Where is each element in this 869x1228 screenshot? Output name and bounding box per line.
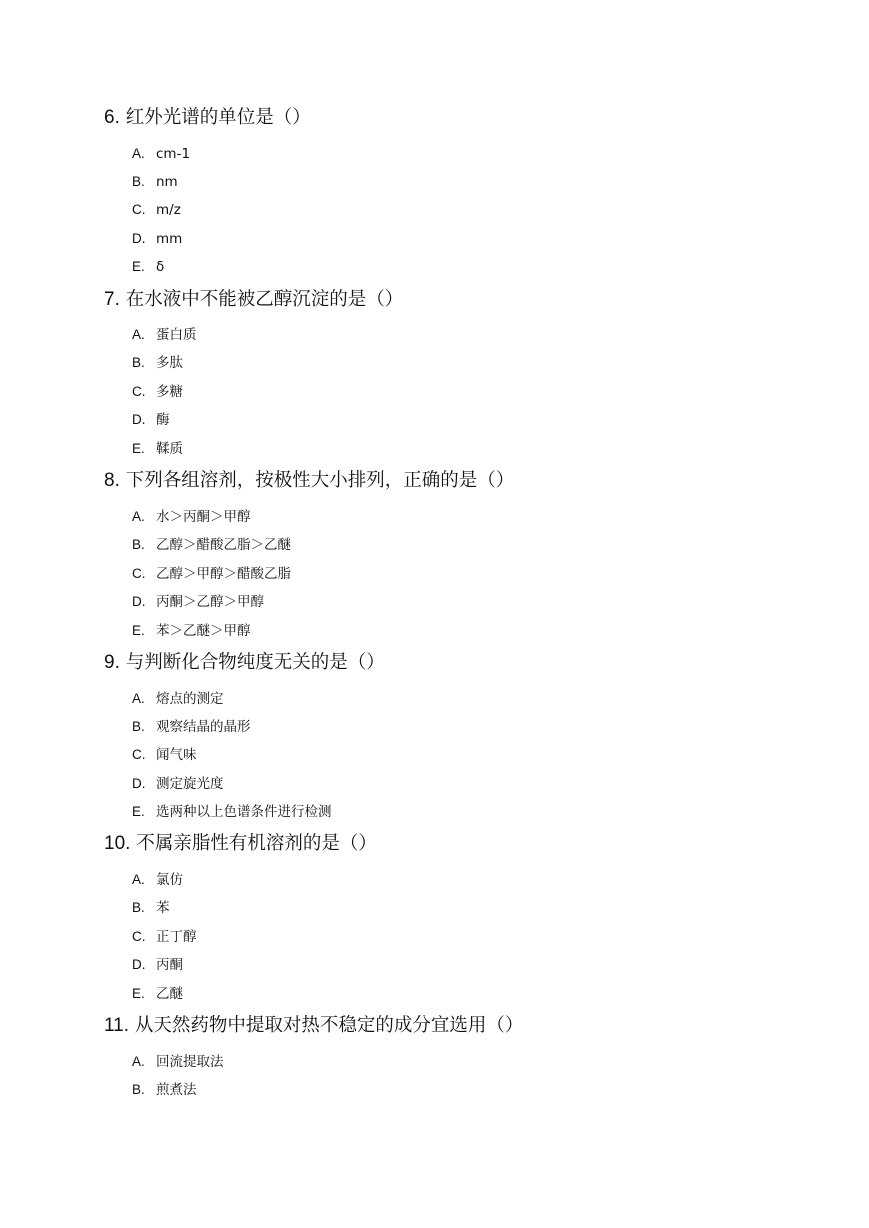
option-letter: D. [132,594,146,609]
option-letter: A. [132,872,145,887]
option-10c [132,928,197,946]
option-letter: E. [132,623,145,638]
option-letter: C. [132,384,146,399]
option-11b [132,1081,197,1099]
option-text: mm [156,231,183,247]
option-6e [132,258,164,276]
option-text: cm-1 [156,146,191,162]
option-10b [132,899,170,917]
option-text: 闻气味 [156,747,197,763]
question-text: 从天然药物中提取对热不稳定的成分宜选用（） [134,1015,524,1036]
option-text: 丙酮＞乙醇＞甲醇 [156,594,264,610]
question-number: 8. [104,470,120,491]
question-text: 与判断化合物纯度无关的是（） [125,652,385,673]
option-text: 鞣质 [156,441,183,457]
option-letter: C. [132,566,146,581]
option-text: 测定旋光度 [156,776,224,792]
option-letter: C. [132,747,146,762]
option-6b [132,173,178,191]
question-text: 红外光谱的单位是（） [125,107,311,128]
option-letter: E. [132,804,145,819]
option-letter: A. [132,509,145,524]
option-letter: D. [132,412,146,427]
question-number: 10. [104,833,131,854]
option-letter: D. [132,231,146,246]
option-text: 回流提取法 [156,1054,224,1070]
option-letter: A. [132,1054,145,1069]
option-8c [132,565,291,583]
question-text: 在水液中不能被乙醇沉淀的是（） [125,289,404,310]
option-8b [132,536,291,554]
option-letter: D. [132,957,146,972]
option-text: 苯 [156,900,170,916]
option-text: 乙醇＞甲醇＞醋酸乙脂 [156,566,291,582]
option-letter: B. [132,900,145,915]
option-text: 煎煮法 [156,1082,197,1098]
option-text: 乙醇＞醋酸乙脂＞乙醚 [156,537,291,553]
option-7d [132,411,170,429]
option-8a [132,508,251,526]
option-7e [132,440,183,458]
question-text: 不属亲脂性有机溶剂的是（） [136,833,377,854]
option-text: 选两种以上色谱条件进行检测 [156,804,332,820]
option-9b [132,718,251,736]
option-letter: B. [132,537,145,552]
option-6a [132,145,190,163]
question-9 [104,651,385,675]
option-9d [132,775,224,793]
option-8e [132,622,251,640]
option-9c [132,746,197,764]
question-number: 9. [104,652,120,673]
option-7b [132,354,183,372]
option-11a [132,1053,224,1071]
question-7 [104,288,403,312]
option-10e [132,985,183,1003]
option-letter: E. [132,259,145,274]
option-text: 水＞丙酮＞甲醇 [156,509,251,525]
option-6c [132,201,181,219]
question-number: 7. [104,289,120,310]
option-text: 丙酮 [156,957,183,973]
question-text: 下列各组溶剂，按极性大小排列，正确的是（） [125,470,515,491]
option-text: nm [156,174,178,190]
option-letter: C. [132,929,146,944]
option-9a [132,690,224,708]
option-text: 酶 [156,412,170,428]
question-11 [104,1014,523,1038]
option-letter: B. [132,355,145,370]
question-number: 6. [104,107,120,128]
option-letter: A. [132,691,145,706]
option-letter: E. [132,441,145,456]
question-number: 11. [104,1015,130,1036]
question-8 [104,469,514,493]
option-7a [132,326,197,344]
option-text: δ [156,259,165,275]
option-6d [132,230,182,248]
option-9e [132,803,332,821]
option-10d [132,956,183,974]
option-letter: A. [132,327,145,342]
question-6 [104,106,311,130]
option-8d [132,593,264,611]
option-letter: C. [132,202,146,217]
option-text: 多糖 [156,384,183,400]
option-7c [132,383,183,401]
option-text: 氯仿 [156,872,183,888]
option-letter: A. [132,146,145,161]
option-letter: B. [132,1082,145,1097]
question-10 [104,832,377,856]
option-letter: B. [132,174,145,189]
option-text: 观察结晶的晶形 [156,719,251,735]
option-letter: B. [132,719,145,734]
option-text: 苯＞乙醚＞甲醇 [156,623,251,639]
option-text: 正丁醇 [156,929,197,945]
option-letter: D. [132,776,146,791]
option-text: 多肽 [156,355,183,371]
option-text: 乙醚 [156,986,183,1002]
option-10a [132,871,183,889]
option-letter: E. [132,986,145,1001]
option-text: m/z [156,202,181,218]
option-text: 熔点的测定 [156,691,224,707]
option-text: 蛋白质 [156,327,197,343]
